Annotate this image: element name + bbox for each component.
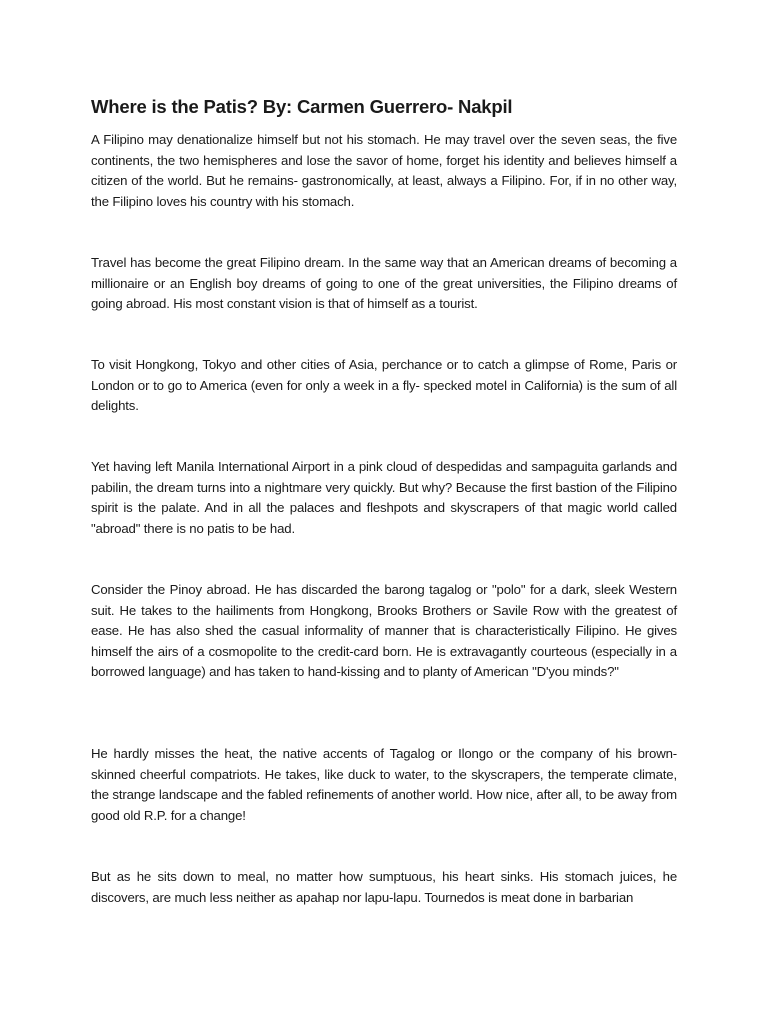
paragraph-7: But as he sits down to meal, no matter how sumptuous, his heart sinks. His stomach juices, he discovers, are much less neither as apahap nor lapu-lapu. Tournedos is meat done in barbarian bbox=[91, 869, 677, 905]
document-title: Where is the Patis? By: Carmen Guerrero- Nakpil bbox=[91, 96, 513, 117]
document-page bbox=[91, 0, 677, 1024]
paragraph-6: He hardly misses the heat, the native accents of Tagalog or Ilongo or the company of his brown-skinned cheerful compatriots. He takes, like duck to water, to the skyscrapers, the temperate climate, the strange landscape and the fabled refinements of another world. How nice, after all, to be away from good old R.P. for a change! bbox=[91, 746, 677, 823]
paragraph-4: Yet having left Manila International Airport in a pink cloud of despedidas and sampaguita garlands and pabilin, the dream turns into a nightmare very quickly. But why? Because the first bastion of the Filipino spirit is the palate. And in all the palaces and fleshpots and skyscrapers of that magic world called "abroad" there is no patis to be had. bbox=[91, 459, 677, 536]
paragraph-2: Travel has become the great Filipino dream. In the same way that an American dreams of becoming a millionaire or an English boy dreams of going to one of the great universities, the Filipino dreams of going abroad. His most constant vision is that of himself as a tourist. bbox=[91, 255, 677, 312]
paragraph-3: To visit Hongkong, Tokyo and other cities of Asia, perchance or to catch a glimpse of Rome, Paris or London or to go to America (even for only a week in a fly- specked motel in California) is the sum of all delights. bbox=[91, 357, 677, 414]
paragraph-1: A Filipino may denationalize himself but not his stomach. He may travel over the seven seas, the five continents, the two hemispheres and lose the savor of home, forget his identity and believes himself a citizen of the world. But he remains- gastronomically, at least, always a Filipino. For, if in no other way, the Filipino loves his country with his stomach. bbox=[91, 132, 677, 209]
paragraph-5: Consider the Pinoy abroad. He has discarded the barong tagalog or "polo" for a dark, sleek Western suit. He takes to the hailiments from Hongkong, Brooks Brothers or Savile Row with the greatest of ease. He has also shed the casual informality of manner that is characteristically Filipino. He gives himself the airs of a cosmopolite to the credit-card born. He is extravagantly courteous (especially in a borrowed language) and has taken to hand-kissing and to planty of American "D'you minds?" bbox=[91, 582, 677, 680]
